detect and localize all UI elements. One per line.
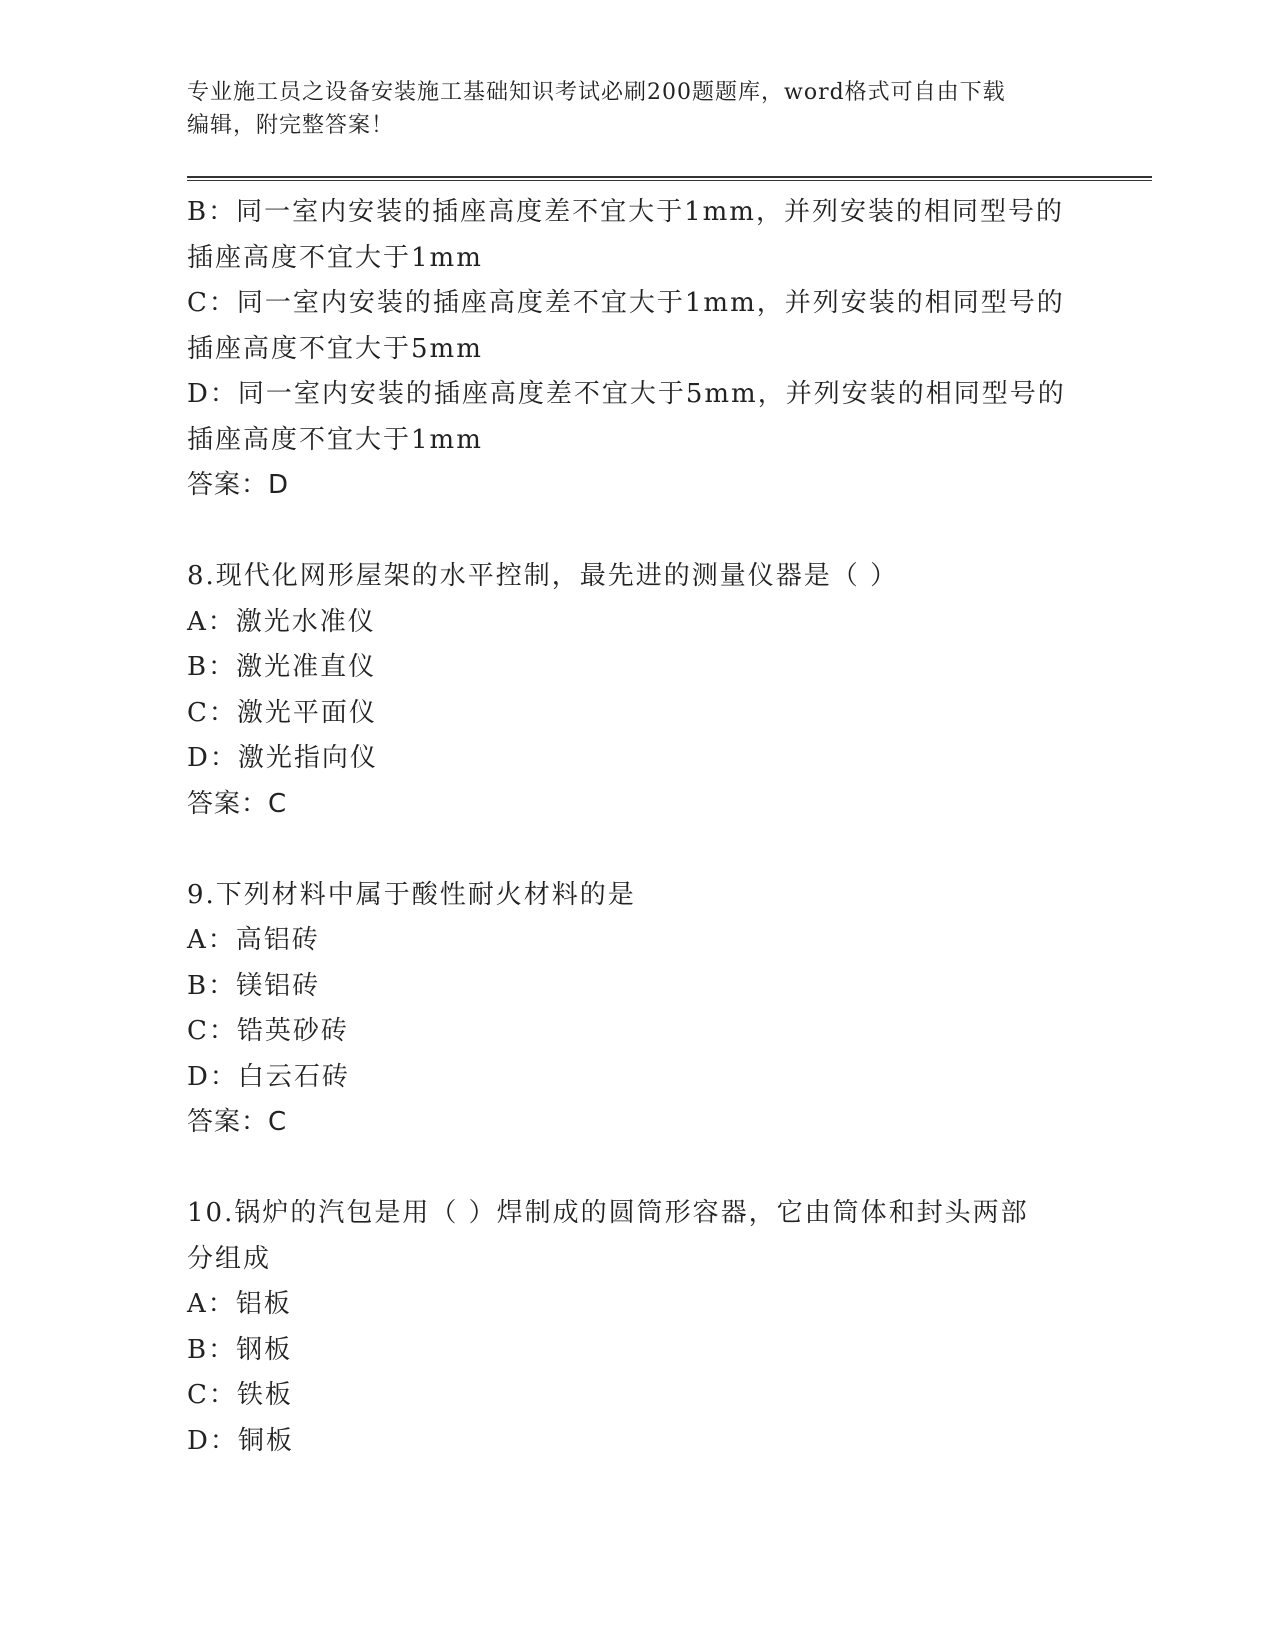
q7-option-d-line-2: 插座高度不宜大于1mm	[187, 424, 483, 455]
q7-option-b-line-1: B：同一室内安装的插座高度差不宜大于1mm，并列安装的相同型号的	[187, 197, 1064, 227]
q10-question-line-2: 分组成	[187, 1243, 272, 1274]
q9-option-b: B：镁铝砖	[187, 970, 321, 1001]
q10-option-c: C：铁板	[187, 1380, 293, 1410]
q9-option-c: C：锆英砂砖	[187, 1016, 349, 1046]
question-8	[187, 554, 1067, 827]
q8-option-a: A：激光水准仪	[187, 606, 376, 637]
q7-answer: 答案：D	[187, 470, 290, 500]
q9-option-a: A：高铝砖	[187, 925, 320, 955]
q8-option-d: D：激光指向仪	[187, 743, 378, 773]
question-7-tail	[187, 190, 1067, 509]
q8-option-b: B：激光准直仪	[187, 652, 377, 682]
q7-option-d-line-1: D：同一室内安装的插座高度差不宜大于5mm，并列安装的相同型号的	[187, 379, 1066, 409]
question-9	[187, 873, 1067, 1146]
q7-option-b-line-2: 插座高度不宜大于1mm	[187, 242, 483, 273]
question-10	[187, 1191, 1067, 1464]
q9-option-d: D：白云石砖	[187, 1061, 350, 1092]
q10-option-a: A：铝板	[187, 1289, 292, 1319]
q8-option-c: C：激光平面仪	[187, 697, 377, 728]
q7-option-c-line-1: C：同一室内安装的插座高度差不宜大于1mm，并列安装的相同型号的	[187, 288, 1065, 318]
q9-answer: 答案：C	[187, 1107, 288, 1137]
q9-question: 9.下列材料中属于酸性耐火材料的是	[187, 879, 636, 910]
q10-option-b: B：钢板	[187, 1334, 293, 1365]
header-divider	[187, 176, 1152, 181]
q8-answer: 答案：C	[187, 788, 288, 819]
q10-question-line-1: 10.锅炉的汽包是用（ ）焊制成的圆筒形容器，它由筒体和封头两部	[187, 1198, 1029, 1228]
question-spacer	[187, 827, 1067, 873]
document-header	[187, 76, 1067, 142]
q10-option-d: D：铜板	[187, 1425, 294, 1456]
header-line-2: 编辑，附完整答案！	[187, 113, 395, 138]
question-content	[187, 190, 1067, 1464]
question-spacer	[187, 509, 1067, 555]
q7-option-c-line-2: 插座高度不宜大于5mm	[187, 333, 483, 364]
question-spacer	[187, 1146, 1067, 1192]
header-line-1: 专业施工员之设备安装施工基础知识考试必刷200题题库，word格式可自由下载	[187, 80, 1006, 105]
q8-question: 8.现代化网形屋架的水平控制，最先进的测量仪器是（ ）	[187, 561, 899, 591]
